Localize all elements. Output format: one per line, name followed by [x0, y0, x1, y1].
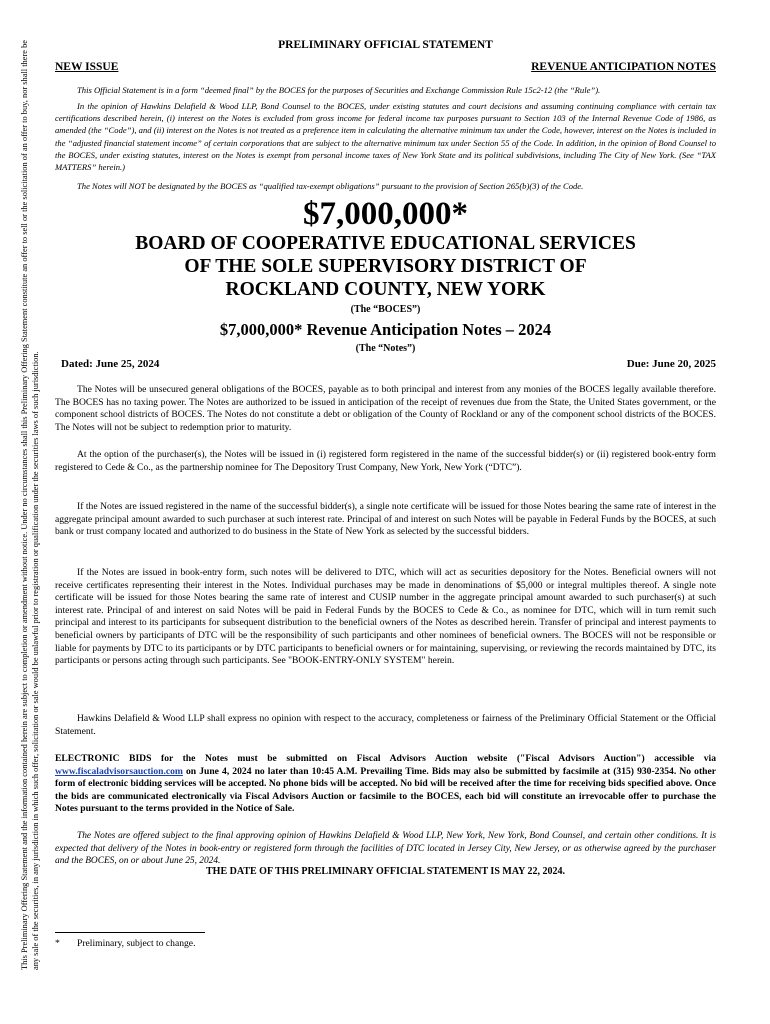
notes-short-name: (The “Notes”): [355, 343, 416, 354]
bids-text-1: ELECTRONIC BIDS for the Notes must be submitted on Fiscal Advisors Auction website ("Fiscal Advisors Auction") accessible via: [55, 753, 716, 764]
body-paragraph-4: If the Notes are issued in book-entry form, such notes will be delivered to DTC, which will act as securities depository for the Notes. Beneficial owners will not receive certificates representing their interest in the Notes. Individual purchases may be made in denominations of $5,000 or integral multiples thereof. A single note certificate will be issued for those Notes bearing the same rate of interest and CUSIP number in the aggregate principal amount awarded to such purchaser(s) at such interest rate. Principal of and interest on said Notes will be paid in Federal Funds by the BOCES to Cede & Co., as nominee for DTC, which will in turn remit such principal and interest to its participants for subsequent distribution to the beneficial owners of the Notes as described herein. Transfer of principal and interest payments to beneficial owners by participants of DTC will be the responsibility of such participants and other nominees of beneficial owners. The BOCES will not be responsible or liable for payments by DTC to its participants or by DTC participants to beneficial owners or for maintaining, supervising, or reviewing the records maintained by DTC, its participants or persons acting through such participants. See "BOOK-ENTRY-ONLY SYSTEM" herein.: [55, 567, 716, 667]
document-header: PRELIMINARY OFFICIAL STATEMENT: [278, 39, 493, 51]
issuer-name: [55, 232, 716, 301]
qualified-statement: The Notes will NOT be designated by the BOCES as “qualified tax-exempt obligations” pursuant to the provision of Section 265(b)(3) of the Code.: [77, 181, 584, 191]
rule-statement: This Official Statement is in a form “deemed final” by the BOCES for the purposes of Securities and Exchange Commission Rule 15c2-12 (the “Rule”).: [77, 85, 601, 95]
footnote-divider: [55, 932, 205, 933]
bids-text-2: on June 4, 2024 no later than 10:45 A.M. Prevailing Time. Bids may also be submitted by facsimile at (315) 930-2354. No other form of electronic bidding services will be accepted. No phone bids will be accepted. No bid will be received after the time for receiving bids specified above. Once the bids are communicated electronically via Fiscal Advisors Auction or facsimile to the BOCES, each bid will constitute an irrevocable offer to purchase the Notes pursuant to the terms provided in the Notice of Sale.: [55, 765, 716, 815]
issuer-line-2: OF THE SOLE SUPERVISORY DISTRICT OF: [184, 256, 587, 277]
footnote: [55, 938, 195, 949]
new-issue-label: NEW ISSUE: [55, 61, 119, 73]
body-paragraph-1: The Notes will be unsecured general obligations of the BOCES, payable as to both principal and interest from any monies of the BOCES legally available therefore. The BOCES has no taxing power. The Notes are authorized to be issued in anticipation of the receipt of revenues due from the State, the United States government, or the component school districts of BOCES. The Notes do not constitute a debt or obligation of the County of Rockland or any of the component school districts of the BOCES. The Notes will not be subject to redemption prior to maturity.: [55, 384, 716, 433]
dated-date: Dated: June 25, 2024: [61, 358, 160, 370]
tax-opinion: In the opinion of Hawkins Delafield & Wood LLP, Bond Counsel to the BOCES, under existing statutes and court decisions and assuming continuing compliance with certain tax certifications described herein, (i) interest on the Notes is excluded from gross income for federal income tax purposes pursuant to Section 103 of the Internal Revenue Code of 1986, as amended (the “Code”), and (ii) interest on the Notes is not treated as a preference item in calculating the alternative minimum tax under the Code, however, interest on the Notes is included in the “adjusted financial statement income” of certain corporations that are subject to the alternative minimum tax under Section 55 of the Code. In addition, in the opinion of Bond Counsel to the BOCES, under existing statutes, interest on the Notes is exempt from personal income taxes of New York State and its political subdivisions, including The City of New York. (See “TAX MATTERS” herein.): [55, 101, 716, 173]
note-type-label: REVENUE ANTICIPATION NOTES: [531, 61, 716, 73]
legal-sidebar: [0, 0, 60, 1024]
offering-amount: $7,000,000*: [303, 196, 468, 232]
issuer-line-1: BOARD OF COOPERATIVE EDUCATIONAL SERVICES: [135, 233, 636, 254]
body-paragraph-5: Hawkins Delafield & Wood LLP shall express no opinion with respect to the accuracy, completeness or fairness of the Preliminary Official Statement or the Official Statement.: [55, 713, 716, 737]
sidebar-notice: This Preliminary Offering Statement and the information contained herein are subject to completion or amendment without notice. Under no circumstances shall this Preliminary Offering Statement constitute an offer to sell or the solicitation of an offer to buy, nor shall there be any sale of the securities, in any jurisdiction in which such offer, solicitation or sale would be unlawful prior to registration or qualification under the securities laws of such jurisdiction.: [20, 40, 40, 970]
footnote-text: Preliminary, subject to change.: [77, 938, 196, 949]
issuer-line-3: ROCKLAND COUNTY, NEW YORK: [225, 279, 546, 300]
body-paragraph-2: At the option of the purchaser(s), the Notes will be issued in (i) registered form registered in the name of the successful bidder(s) or (ii) registered book-entry form registered to Cede & Co., as the partnership nominee for The Depository Trust Company, New York, New York (“DTC”).: [55, 449, 716, 473]
delivery-paragraph: The Notes are offered subject to the final approving opinion of Hawkins Delafield & Wood LLP, New York, New York, Bond Counsel, and certain other conditions. It is expected that delivery of the Notes in book-entry or registered form through the facilities of DTC located in Jersey City, New Jersey, or as otherwise agreed by the purchaser and the BOCES, on or about June 25, 2024.: [55, 831, 716, 867]
auction-website-link[interactable]: www.fiscaladvisorsauction.com: [55, 765, 183, 777]
statement-date: THE DATE OF THIS PRELIMINARY OFFICIAL STATEMENT IS MAY 22, 2024.: [206, 866, 565, 877]
notes-title: $7,000,000* Revenue Anticipation Notes – 2024: [219, 320, 552, 339]
electronic-bids-paragraph: [55, 753, 716, 816]
footnote-marker: *: [55, 938, 60, 949]
due-date: Due: June 20, 2025: [626, 358, 716, 370]
issuer-short-name: (The “BOCES”): [350, 304, 421, 315]
body-paragraph-3: If the Notes are issued registered in the name of the successful bidder(s), a single note certificate will be issued for those Notes bearing the same rate of interest in the aggregate principal amount awarded to such purchaser at such interest rate. Principal of and interest on such Notes will be payable in Federal Funds by the BOCES, at such bank or trust company located and authorized to do business in the State of New York as selected by the successful bidders.: [55, 501, 716, 538]
